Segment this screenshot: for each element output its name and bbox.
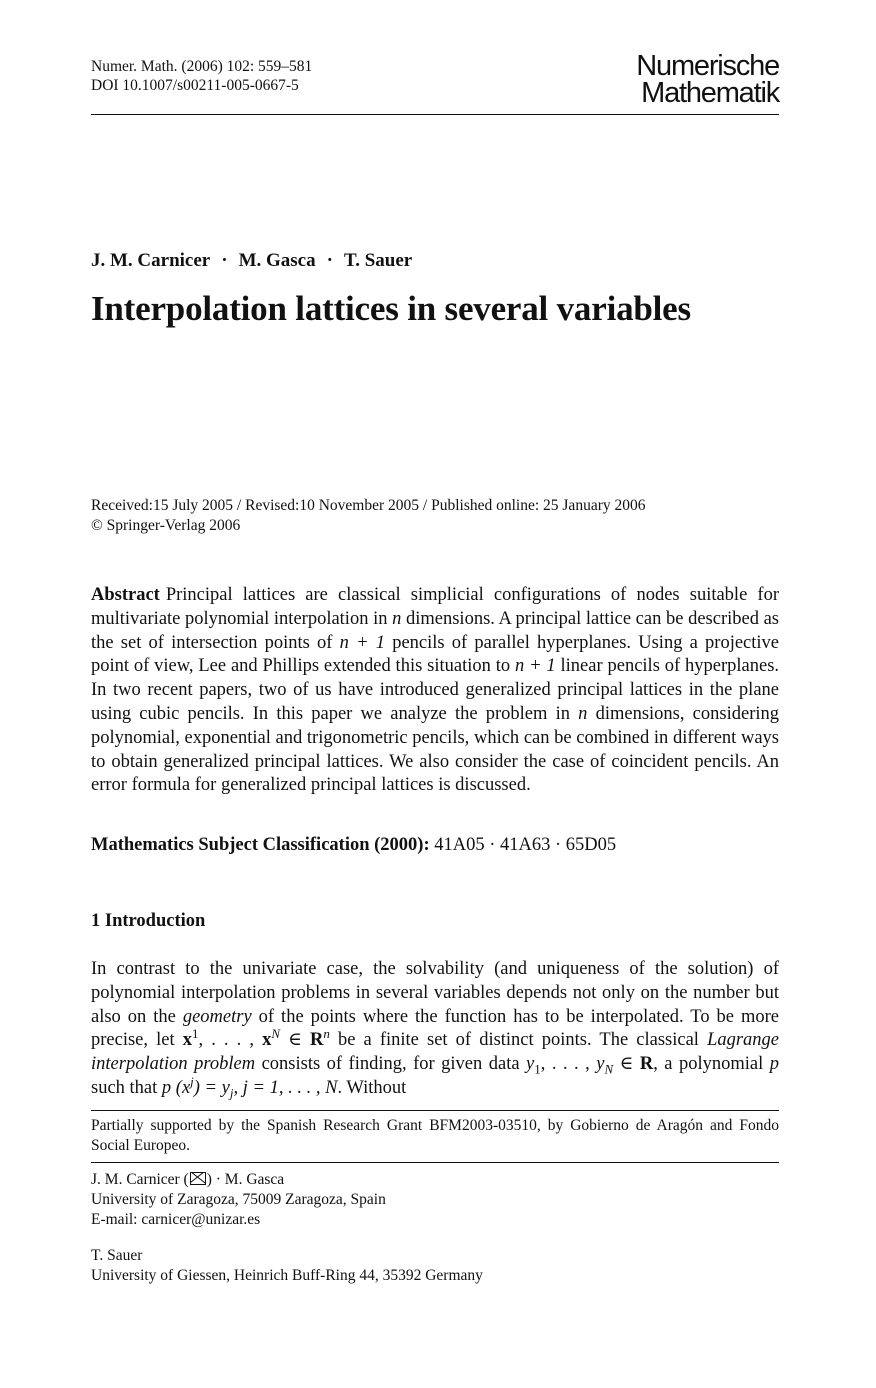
journal-logo [636,50,779,109]
author-separator: · [326,250,333,271]
math-expression: n + 1 [514,656,556,677]
affiliation-divider [91,1162,779,1163]
abstract-text: dimensions. A principal lattice can be described as the set of intersection points of [91,608,779,653]
math-operator: ∈ [280,1030,310,1051]
subscript: N [604,1061,614,1077]
author-name: J. M. Carnicer ( [91,1171,189,1188]
abstract-text: pencils of parallel hyperplanes. Using a projective point of view, Lee and Phillips extended this situation to [91,632,779,677]
affiliation-block-2 [91,1246,483,1286]
math-var: n [578,703,588,724]
body-text: such that [91,1077,162,1098]
emphasis: Lagrange interpolation problem [91,1030,780,1075]
math-set: R [309,1030,324,1051]
journal-name-line-1: Numerische [636,50,779,82]
affiliation-address: University of Zaragoza, 75009 Zaragoza, Spain [91,1191,386,1208]
affiliation-address: University of Giessen, Heinrich Buff-Ring 44, 35392 Germany [91,1267,483,1284]
affiliation-email: E-mail: carnicer@unizar.es [91,1211,261,1228]
affiliation-block-1 [91,1170,386,1230]
abstract-text: Principal lattices are classical simplicial configurations of nodes suitable for multivariate polynomial interpolation in [91,585,779,629]
math-formula: ) = y [193,1077,230,1098]
math-var: y [526,1054,535,1075]
math-operator: ∈ [613,1054,640,1075]
subject-classification [91,835,616,856]
section-heading: 1 Introduction [91,911,206,931]
msc-label: Mathematics Subject Classification (2000): [91,835,430,855]
author-name: J. M. Carnicer [91,250,211,271]
affiliation-names: T. Sauer [91,1247,143,1264]
funding-footnote: Partially supported by the Spanish Research Grant BFM2003-03510, by Gobierno de Aragón and Fondo Social Europeo. [91,1117,779,1154]
author-list [91,250,412,272]
body-text: In contrast to the univariate case, the solvability (and uniqueness of the solution) of polynomial interpolation problems in several variables depends not only on the number but also on the [91,959,779,1027]
math-var: y [596,1054,605,1075]
date-history: Received:15 July 2005 / Revised:10 November 2005 / Published online: 25 January 2006 [91,497,646,514]
footnote-divider [91,1110,779,1111]
abstract-label: Abstract [91,585,160,605]
introduction-paragraph [91,958,779,1101]
superscript: 1 [191,1026,199,1042]
superscript: N [271,1026,281,1042]
body-text: . Without [337,1077,407,1098]
abstract [91,584,779,798]
subscript: j [229,1085,234,1101]
envelope-icon [190,1172,206,1185]
math-var: x [182,1030,192,1051]
abstract-text: linear pencils of hyperplanes. In two recent papers, two of us have introduced generalized principal lattices in the plane using cubic pencils. In this paper we analyze the problem in [91,656,780,724]
journal-citation [91,57,312,95]
copyright-line: © Springer-Verlag 2006 [91,517,241,534]
math-var: p [769,1054,780,1075]
author-name: ) · M. Gasca [206,1171,285,1188]
header-divider [91,114,779,115]
math-expression: n + 1 [339,632,386,653]
author-name: M. Gasca [238,250,316,271]
math-var: x [262,1030,272,1051]
math-set: R [639,1054,654,1075]
math-formula: , j = 1, . . . , N [233,1077,338,1098]
affiliation-names [91,1170,386,1190]
author-name: T. Sauer [343,250,413,271]
abstract-text: dimensions, considering polynomial, exponential and trigonometric pencils, which can be combined in different ways to obtain generalized principal lattices. We also consider the case of coincident pencils. An error formula for generalized principal lattices is discussed. [91,703,779,796]
msc-codes: 41A05 · 41A63 · 65D05 [434,835,617,855]
body-text: be a finite set of distinct points. The classical [329,1030,708,1051]
math-dots: , . . . , [540,1054,597,1075]
superscript: j [190,1073,194,1089]
math-var: n [392,608,402,629]
author-separator: · [221,250,228,271]
publication-dates [91,496,645,536]
subscript: 1 [534,1061,541,1077]
body-text: , a polynomial [653,1054,770,1075]
journal-name-line-2: Mathematik [641,77,779,109]
emphasis: geometry [182,1006,252,1027]
math-formula: p (x [161,1077,191,1098]
superscript: n [323,1026,330,1042]
math-dots: , . . . , [198,1030,263,1051]
body-text: consists of finding, for given data [255,1054,527,1075]
body-text: of the points where the function has to be interpolated. To be more precise, let [91,1006,779,1051]
doi-line: DOI 10.1007/s00211-005-0667-5 [91,77,299,94]
citation-line: Numer. Math. (2006) 102: 559–581 [91,58,313,75]
paper-title: Interpolation lattices in several variables [91,289,691,328]
